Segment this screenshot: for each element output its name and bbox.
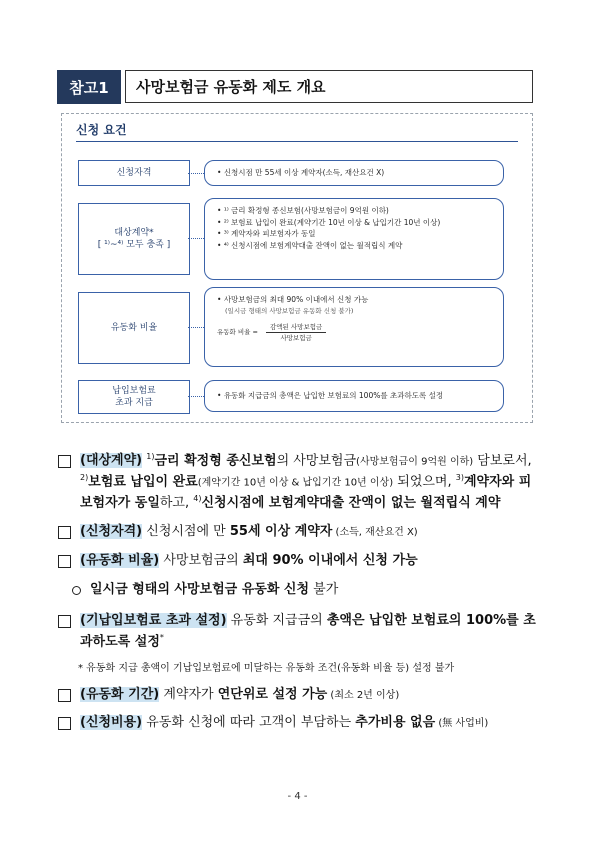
list-item-target: (대상계약) $^{1)}$금리 확정형 종신보험의 사망보험금(사망보험금이 9억원 이하) 담보로서, $^{2)}$보험료 납입이 완료(계약기간 10년 이상 & 납입기간 10년 이상) 되었으며, $^{3)}$계약자와 피보험자가 동일하고, $^{4)}$신청시점에 보험계약대출 잔액이 없는 월적립식 계약	[58, 451, 540, 514]
item-tag: (신청비용)	[80, 715, 143, 731]
target-condition: [ ¹⁾~⁴⁾ 모두 충족 ]	[97, 240, 171, 250]
checkbox-bullet-icon	[58, 555, 71, 568]
figure-title-rule	[76, 141, 518, 142]
eligibility-label: 신청자격	[116, 167, 152, 178]
item-tag: (유동화 비율)	[80, 553, 160, 569]
formula-label: 유동화 비율 =	[217, 328, 258, 337]
list-item-cost: (신청비용) 유동화 신청에 따라 고객이 부담하는 추가비용 없음 (無 사업비)	[58, 713, 540, 734]
ratio-main: 사망보험금의 최대 90% 이내에서 신청 가능	[223, 295, 369, 304]
item-tag: (유동화 기간)	[80, 686, 160, 702]
list-item-ratio: (유동화 비율) 사망보험금의 최대 90% 이내에서 신청 가능	[58, 551, 540, 572]
formula-numerator: 감액된 사망보험금	[266, 322, 326, 333]
target-item: • ³⁾ 계약자와 피보험자가 동일	[217, 229, 316, 239]
excess-label-line2: 초과 지급	[115, 398, 153, 408]
excess-box: • 유동화 지급금의 총액은 납입한 보험료의 100%를 초과하도록 설정	[204, 380, 504, 412]
circle-bullet-icon	[72, 586, 81, 595]
item-tag: (대상계약)	[80, 453, 143, 469]
connector	[188, 173, 204, 174]
eligibility-box: • 신청시점 만 55세 이상 계약자(소득, 재산요건 X)	[204, 160, 504, 186]
connector	[188, 327, 204, 328]
connector	[188, 396, 204, 397]
section-header	[57, 70, 533, 104]
list-item-excess: (기납입보험료 초과 설정) 유동화 지급금의 총액은 납입한 보험료의 100%를 초과하도록 설정*	[58, 611, 540, 653]
ratio-label-box	[78, 292, 190, 364]
list-item-period: (유동화 기간) 계약자가 연단위로 설정 가능 (최소 2년 이상)	[58, 685, 540, 706]
target-item: • ²⁾ 보험료 납입이 완료(계약기간 10년 이상 & 납입기간 10년 이상)	[217, 217, 441, 227]
footnote: * 유동화 지급 총액이 기납입보험료에 미달하는 유동화 조건(유동화 비율 등) 설정 불가	[78, 662, 455, 674]
connector	[188, 238, 204, 239]
page-number: - 4 -	[287, 791, 308, 802]
reference-badge: 참고1	[57, 70, 121, 104]
requirements-figure	[61, 113, 533, 423]
ratio-label: 유동화 비율	[110, 322, 158, 333]
checkbox-bullet-icon	[58, 526, 71, 539]
requirements-list	[58, 451, 540, 742]
item-tag: (신청자격)	[80, 524, 143, 540]
checkbox-bullet-icon	[58, 615, 71, 628]
excess-label-box	[78, 380, 190, 414]
eligibility-label-box	[78, 160, 190, 186]
ratio-sub: (일시금 형태의 사망보험금 유동화 신청 불가)	[225, 306, 354, 315]
checkbox-bullet-icon	[58, 689, 71, 702]
list-item-eligibility: (신청자격) 신청시점에 만 55세 이상 계약자 (소득, 재산요건 X)	[58, 522, 540, 543]
target-label-box	[78, 203, 190, 275]
target-box	[204, 198, 504, 280]
formula-denominator: 사망보험금	[280, 333, 312, 342]
section-title: 사망보험금 유동화 제도 개요	[125, 70, 533, 103]
excess-text: 유동화 지급금의 총액은 납입한 보험료의 100%를 초과하도록 설정	[223, 391, 444, 400]
ratio-box: • 사망보험금의 최대 90% 이내에서 신청 가능 (일시금 형태의 사망보험금 유동화 신청 불가) 유동화 비율 = 감액된 사망보험금 사망보험금	[204, 287, 504, 367]
ratio-formula	[217, 322, 491, 343]
excess-label: 납입보험료	[112, 385, 156, 396]
checkbox-bullet-icon	[58, 455, 71, 468]
item-tag: (기납입보험료 초과 설정)	[80, 612, 227, 628]
eligibility-text: 신청시점 만 55세 이상 계약자(소득, 재산요건 X)	[223, 168, 385, 177]
checkbox-bullet-icon	[58, 717, 71, 730]
figure-title: 신청 요건	[76, 123, 127, 137]
list-subitem-ratio: 일시금 형태의 사망보험금 유동화 신청 불가	[66, 580, 540, 601]
target-item: • ¹⁾ 금리 확정형 종신보험(사망보험금이 9억원 이하)	[217, 206, 389, 215]
target-item: • ⁴⁾ 신청시점에 보험계약대출 잔액이 없는 월적립식 계약	[217, 240, 403, 250]
target-label: 대상계약*	[114, 227, 154, 238]
